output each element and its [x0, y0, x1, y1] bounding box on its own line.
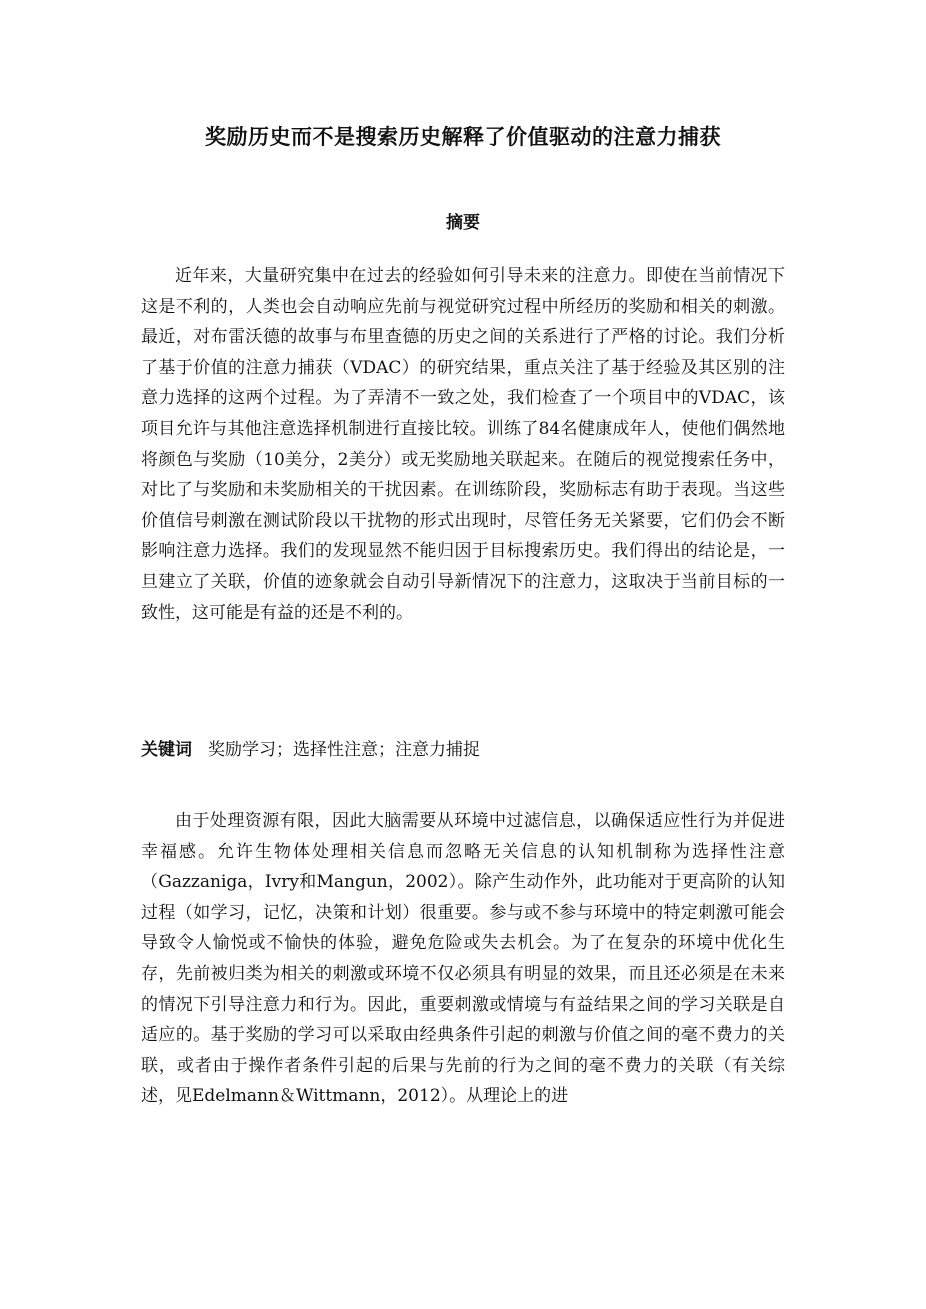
keywords-label: 关键词	[141, 740, 192, 760]
document-title: 奖励历史而不是搜索历史解释了价值驱动的注意力捕获	[205, 125, 721, 149]
body-paragraph: 由于处理资源有限，因此大脑需要从环境中过滤信息，以确保适应性行为并促进幸福感。允许生物体处理相关信息而忽略无关信息的认知机制称为选择性注意（Gazzaniga，Ivry和Mangun，2002）。除产生动作外，此功能对于更高阶的认知过程（如学习，记忆，决策和计划）很重要。参与或不参与环境中的特定刺激可能会导致令人愉悦或不愉快的体验，避免危险或失去机会。为了在复杂的环境中优化生存，先前被归类为相关的刺激或环境不仅必须具有明显的效果，而且还必须是在未来的情况下引导注意力和行为。因此，重要刺激或情境与有益结果之间的学习关联是自适应的。基于奖励的学习可以采取由经典条件引起的刺激与价值之间的毫不费力的关联，或者由于操作者条件引起的后果与先前的行为之间的毫不费力的关联（有关综述，见Edelmann＆Wittmann，2012）。从理论上的进	[141, 811, 785, 1107]
keywords-text: 奖励学习；选择性注意；注意力捕捉	[208, 740, 480, 760]
abstract-heading: 摘要	[446, 213, 480, 233]
abstract-paragraph: 近年来，大量研究集中在过去的经验如何引导未来的注意力。即使在当前情况下这是不利的，人类也会自动响应先前与视觉研究过程中所经历的奖励和相关的刺激。最近，对布雷沃德的故事与布里查德的历史之间的关系进行了严格的讨论。我们分析了基于价值的注意力捕获（VDAC）的研究结果，重点关注了基于经验及其区别的注意力选择的这两个过程。为了弄清不一致之处，我们检查了一个项目中的VDAC，该项目允许与其他注意选择机制进行直接比较。训练了84名健康成年人，使他们偶然地将颜色与奖励（10美分，2美分）或无奖励地关联起来。在随后的视觉搜索任务中，对比了与奖励和未奖励相关的干扰因素。在训练阶段，奖励标志有助于表现。当这些价值信号刺激在测试阶段以干扰物的形式出现时，尽管任务无关紧要，它们仍会不断影响注意力选择。我们的发现显然不能归因于目标搜索历史。我们得出的结论是，一旦建立了关联，价值的迹象就会自动引导新情况下的注意力，这取决于当前目标的一致性，这可能是有益的还是不利的。	[141, 266, 785, 623]
keywords-line	[141, 735, 785, 765]
